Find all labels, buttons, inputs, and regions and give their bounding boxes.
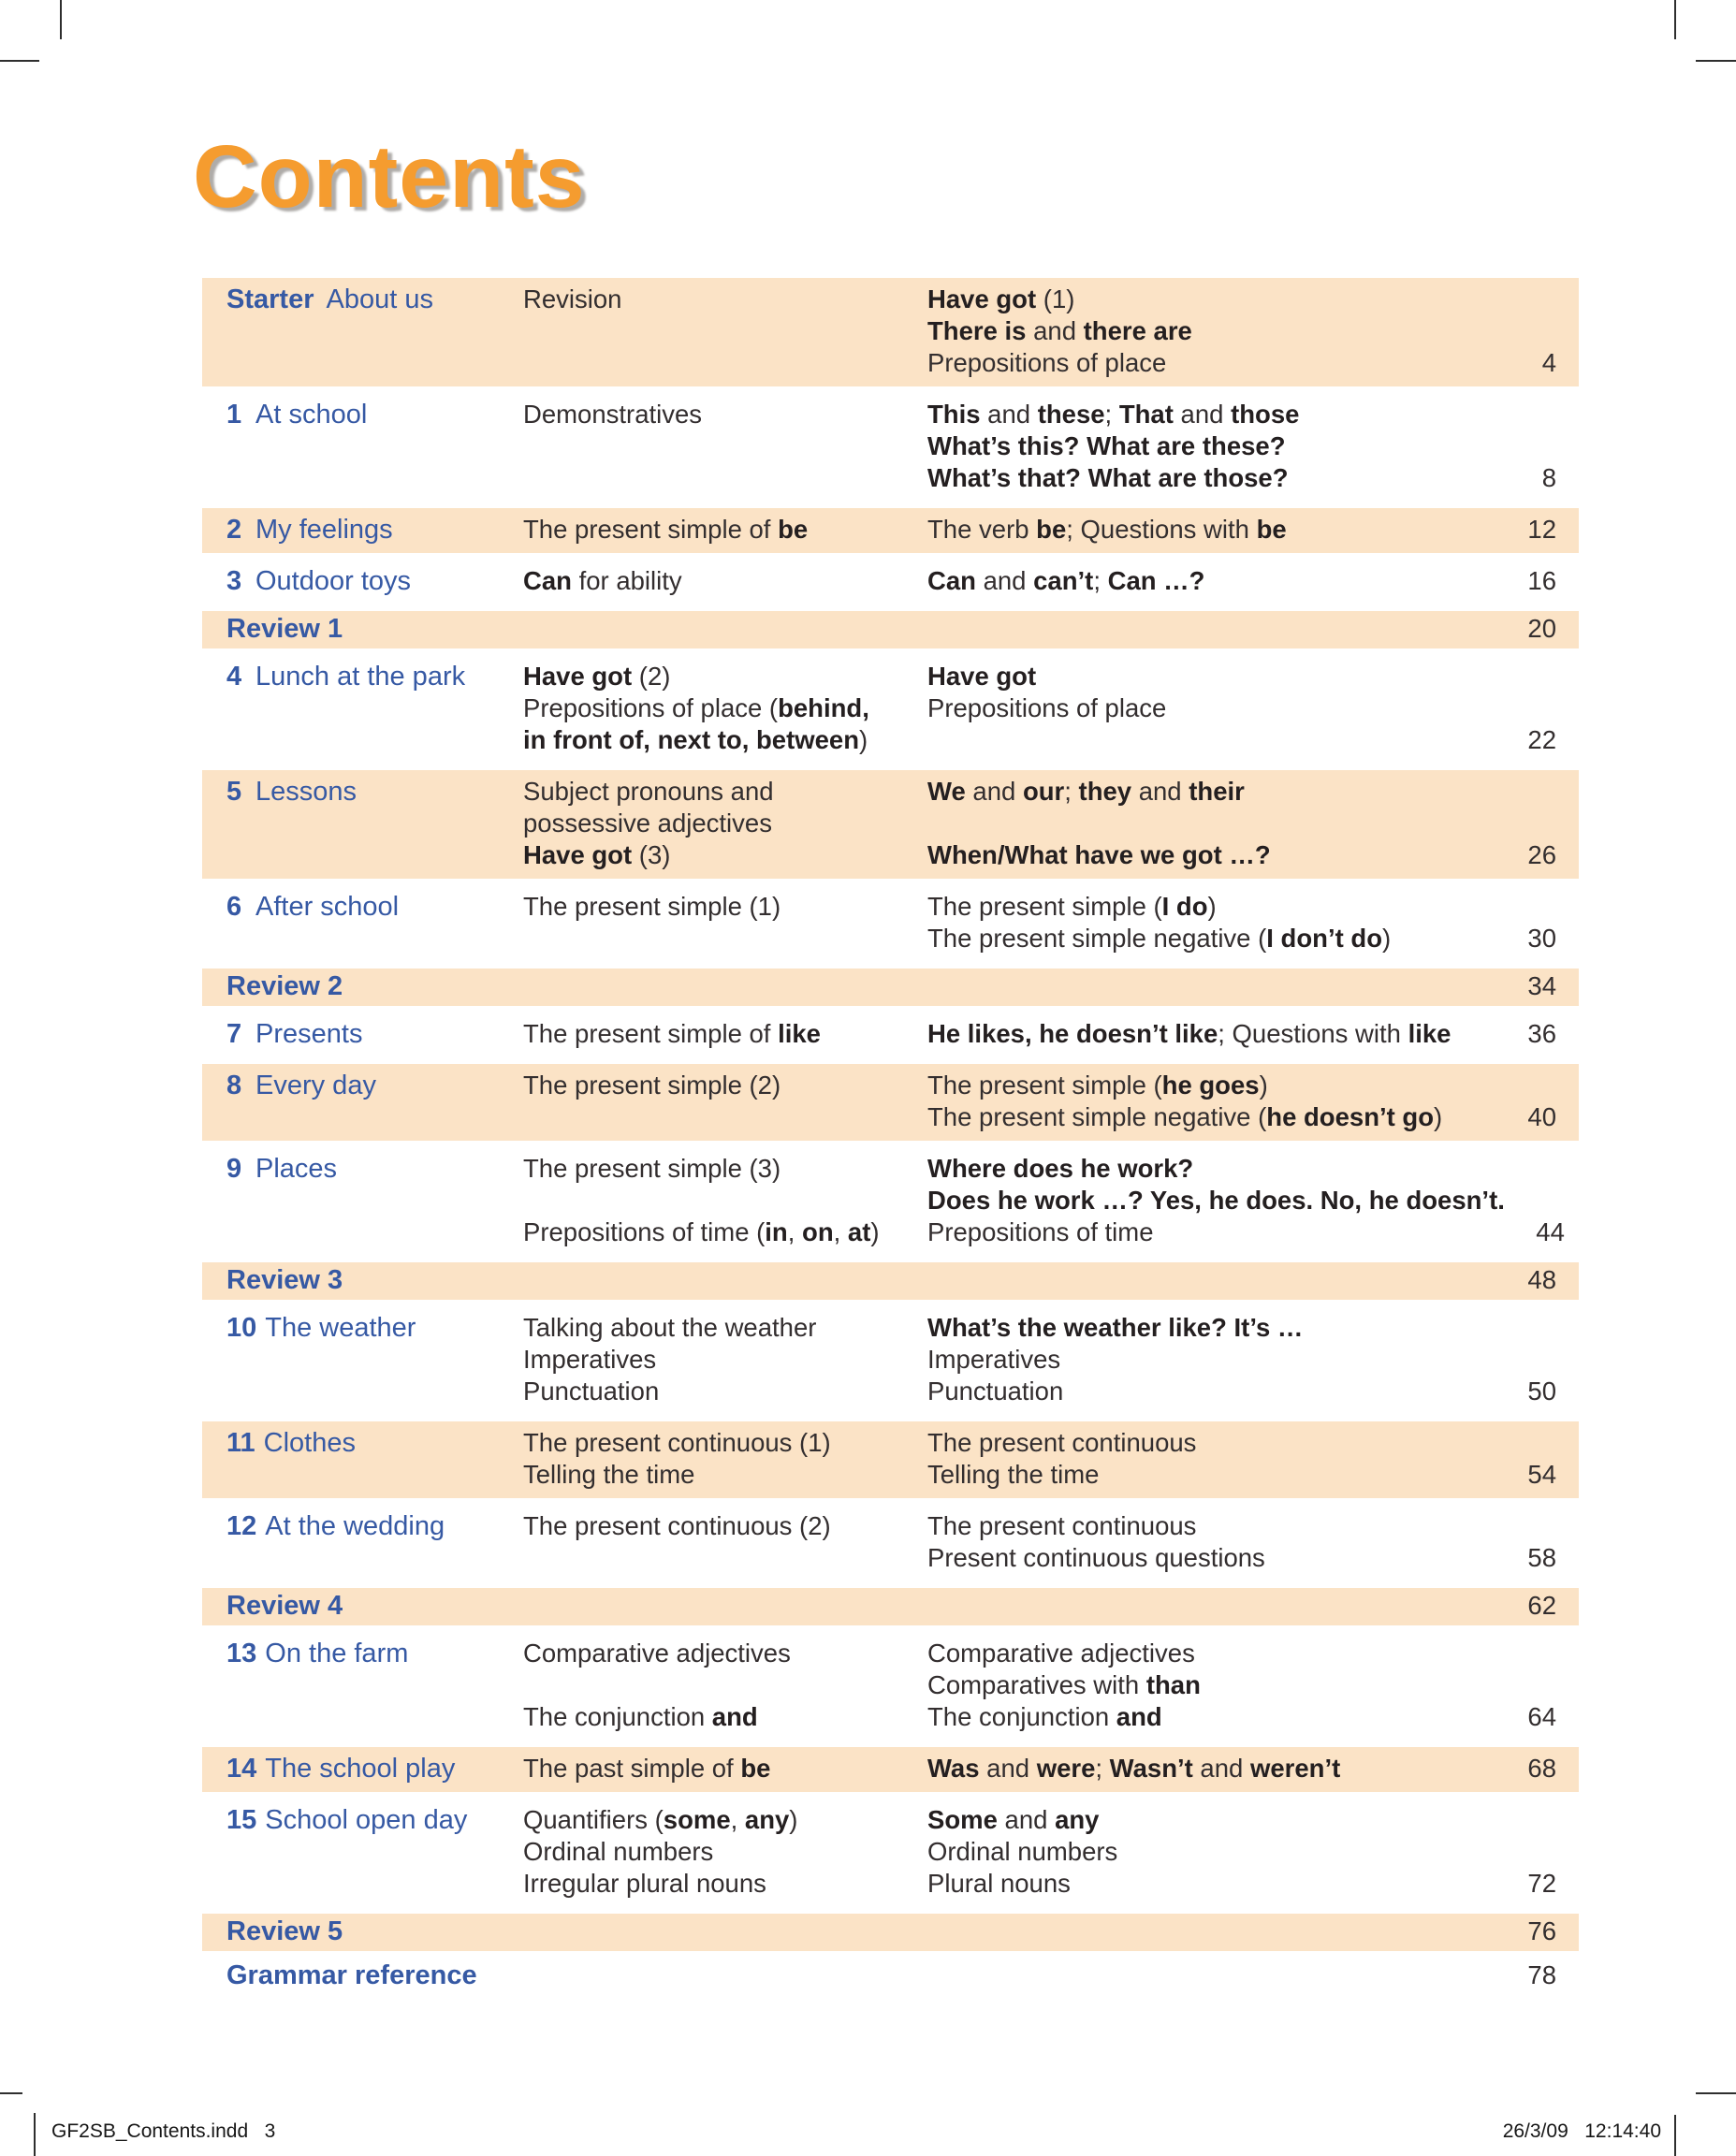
grammar-line: Talking about the weather <box>523 1313 817 1342</box>
unit-number: 7 <box>226 1019 242 1049</box>
footer-timestamp: 26/3/09 12:14:40 <box>1502 2120 1661 2142</box>
toc-row <box>202 1012 1579 1057</box>
unit-cell <box>226 776 523 808</box>
unit-number: 10 <box>226 1313 257 1343</box>
examples-line: Where does he work? <box>927 1154 1194 1183</box>
examples-cell <box>927 1638 1496 1733</box>
unit-number: 5 <box>226 777 242 807</box>
section-label: Review 4 <box>226 1591 343 1621</box>
unit-cell <box>226 1590 523 1622</box>
toc-row <box>202 1914 1579 1951</box>
grammar-line: Have got (2) <box>523 662 671 691</box>
crop-mark-top-left-vertical <box>60 0 62 39</box>
examples-line: Telling the time <box>927 1460 1100 1489</box>
examples-cell <box>927 1070 1496 1133</box>
unit-number: 2 <box>226 515 242 545</box>
examples-line: Present continuous questions <box>927 1543 1265 1572</box>
toc-table <box>202 278 1579 2002</box>
unit-number: 9 <box>226 1154 242 1184</box>
grammar-line: Subject pronouns and <box>523 777 774 806</box>
grammar-line <box>523 1185 927 1216</box>
examples-line: When/What have we got …? <box>927 840 1271 869</box>
examples-line: Ordinal numbers <box>927 1837 1118 1866</box>
grammar-line: Ordinal numbers <box>523 1837 714 1866</box>
examples-line <box>927 808 1496 839</box>
crop-mark-top-right-vertical <box>1674 0 1676 39</box>
grammar-line: The present simple of be <box>523 515 809 544</box>
unit-name: Presents <box>255 1019 363 1049</box>
toc-row <box>202 278 1579 386</box>
unit-cell <box>226 1070 523 1101</box>
unit-name: Lessons <box>255 777 357 807</box>
page-number: 4 <box>1541 348 1556 377</box>
page-title: Contents <box>193 127 586 226</box>
examples-line: Have got (1) <box>927 284 1075 313</box>
grammar-line: Telling the time <box>523 1460 695 1489</box>
examples-cell <box>927 1804 1496 1900</box>
examples-cell <box>927 776 1496 871</box>
unit-cell <box>226 399 523 430</box>
grammar-line: Punctuation <box>523 1377 660 1406</box>
unit-cell <box>226 1638 523 1669</box>
section-label: Review 2 <box>226 971 343 1001</box>
grammar-cell <box>523 1510 927 1542</box>
grammar-cell <box>523 399 927 430</box>
grammar-line: Quantifiers (some, any) <box>523 1805 798 1834</box>
unit-name: At school <box>255 400 368 430</box>
unit-number: 11 <box>226 1428 255 1458</box>
examples-cell <box>927 661 1496 724</box>
unit-name: Lunch at the park <box>255 662 466 692</box>
grammar-line: Demonstratives <box>523 400 703 429</box>
section-label: Grammar reference <box>226 1960 477 1990</box>
unit-cell <box>226 1804 523 1836</box>
examples-line: Does he work …? Yes, he does. No, he doesn’t. <box>927 1186 1505 1215</box>
grammar-line: in front of, next to, between) <box>523 725 868 754</box>
unit-name: The school play <box>265 1754 456 1784</box>
unit-cell <box>226 514 523 546</box>
unit-cell <box>226 1916 523 1947</box>
examples-cell <box>927 284 1496 379</box>
examples-line: Comparatives with than <box>927 1670 1201 1699</box>
page-number: 44 <box>1536 1217 1565 1246</box>
page-number: 72 <box>1527 1869 1556 1898</box>
examples-line: The verb be; Questions with be <box>927 515 1287 544</box>
unit-cell <box>226 1312 523 1344</box>
toc-row <box>202 1064 1579 1141</box>
toc-row <box>202 1588 1579 1625</box>
unit-number: 3 <box>226 566 242 596</box>
page-number: 58 <box>1527 1543 1556 1572</box>
grammar-line: Comparative adjectives <box>523 1639 791 1668</box>
unit-name: Clothes <box>263 1428 356 1458</box>
examples-line: Imperatives <box>927 1345 1061 1374</box>
grammar-cell <box>523 1753 927 1785</box>
grammar-line: Irregular plural nouns <box>523 1869 766 1898</box>
unit-cell <box>226 613 523 645</box>
examples-line: Some and any <box>927 1805 1100 1834</box>
grammar-cell <box>523 1018 927 1050</box>
examples-line: Punctuation <box>927 1377 1064 1406</box>
examples-line: The present continuous <box>927 1428 1197 1457</box>
grammar-line: Revision <box>523 284 622 313</box>
toc-row <box>202 1147 1579 1256</box>
examples-cell <box>927 514 1496 546</box>
examples-cell <box>927 891 1496 954</box>
toc-row <box>202 969 1579 1006</box>
unit-cell <box>226 1753 523 1785</box>
grammar-line: The present continuous (1) <box>523 1428 831 1457</box>
grammar-line: possessive adjectives <box>523 808 772 838</box>
unit-name: Outdoor toys <box>255 566 412 596</box>
unit-name: Places <box>255 1154 338 1184</box>
grammar-line: Imperatives <box>523 1345 657 1374</box>
examples-line: Prepositions of time <box>927 1217 1154 1246</box>
grammar-line: Prepositions of time (in, on, at) <box>523 1217 880 1246</box>
toc-row <box>202 1505 1579 1581</box>
examples-line: Comparative adjectives <box>927 1639 1195 1668</box>
unit-cell <box>226 284 523 315</box>
examples-line: This and these; That and those <box>927 400 1300 429</box>
page-number: 12 <box>1527 515 1556 544</box>
unit-cell <box>226 1264 523 1296</box>
grammar-line: The present continuous (2) <box>523 1511 831 1540</box>
examples-line: Prepositions of place <box>927 693 1167 722</box>
unit-cell <box>226 1510 523 1542</box>
toc-row <box>202 1632 1579 1741</box>
unit-cell <box>226 1018 523 1050</box>
toc-row <box>202 1747 1579 1792</box>
grammar-cell <box>523 1638 927 1733</box>
unit-cell <box>226 1959 523 1991</box>
grammar-line: The present simple of like <box>523 1019 821 1048</box>
examples-cell <box>927 1312 1496 1407</box>
unit-number: 1 <box>226 400 242 430</box>
page-number: 48 <box>1527 1265 1556 1294</box>
unit-name: On the farm <box>265 1639 409 1668</box>
grammar-cell <box>523 1427 927 1491</box>
crop-mark-top-left-horizontal <box>0 60 39 62</box>
examples-line: He likes, he doesn’t like; Questions with like <box>927 1019 1452 1048</box>
page-number: 50 <box>1527 1377 1556 1406</box>
toc-row <box>202 655 1579 764</box>
grammar-line: The conjunction and <box>523 1702 758 1731</box>
examples-cell <box>927 1018 1496 1050</box>
examples-line: The present simple (I do) <box>927 892 1217 921</box>
toc-row <box>202 1958 1579 1995</box>
unit-name: At the wedding <box>265 1511 445 1541</box>
page-number: 30 <box>1527 924 1556 953</box>
page-number: 16 <box>1527 566 1556 595</box>
unit-cell <box>226 970 523 1002</box>
unit-number: 6 <box>226 892 242 922</box>
toc-row <box>202 393 1579 502</box>
examples-cell <box>927 1753 1496 1785</box>
page-number: 8 <box>1541 463 1556 492</box>
unit-number: 14 <box>226 1754 257 1784</box>
unit-name: About us <box>326 284 433 314</box>
toc-row <box>202 611 1579 648</box>
grammar-cell <box>523 1153 927 1248</box>
section-label: Review 5 <box>226 1916 343 1946</box>
page-number: 36 <box>1527 1019 1556 1048</box>
unit-name: My feelings <box>255 515 393 545</box>
page-number: 62 <box>1527 1591 1556 1620</box>
page-number: 20 <box>1527 614 1556 643</box>
grammar-cell <box>523 1804 927 1900</box>
footer-filename: GF2SB_Contents.indd 3 <box>51 2120 276 2142</box>
unit-cell <box>226 1153 523 1185</box>
examples-line: The present continuous <box>927 1511 1197 1540</box>
unit-cell <box>226 565 523 597</box>
toc-row <box>202 1799 1579 1907</box>
examples-cell <box>927 1510 1496 1574</box>
unit-number: 8 <box>226 1071 242 1100</box>
unit-name: The weather <box>265 1313 416 1343</box>
toc-row <box>202 770 1579 879</box>
grammar-cell <box>523 514 927 546</box>
examples-line: Have got <box>927 662 1037 691</box>
examples-line: Can and can’t; Can …? <box>927 566 1205 595</box>
unit-cell <box>226 661 523 692</box>
grammar-line: The past simple of be <box>523 1754 771 1783</box>
grammar-line: The present simple (1) <box>523 892 781 921</box>
page-number: 34 <box>1527 971 1556 1000</box>
examples-cell <box>927 1153 1505 1248</box>
examples-line: There is and there are <box>927 316 1192 345</box>
unit-number: 4 <box>226 662 242 692</box>
examples-line: What’s this? What are these? <box>927 431 1286 460</box>
grammar-line <box>523 1669 927 1701</box>
toc-row <box>202 1262 1579 1300</box>
page-number: 64 <box>1527 1702 1556 1731</box>
grammar-cell <box>523 661 927 756</box>
section-label: Review 3 <box>226 1265 343 1295</box>
examples-line: The present simple (he goes) <box>927 1071 1268 1100</box>
page-number: 68 <box>1527 1754 1556 1783</box>
grammar-cell <box>523 1070 927 1101</box>
crop-mark-bottom-left-horizontal <box>0 2092 22 2094</box>
toc-row <box>202 560 1579 605</box>
examples-line: Plural nouns <box>927 1869 1071 1898</box>
grammar-cell <box>523 284 927 315</box>
page-number: 54 <box>1527 1460 1556 1489</box>
crop-mark-bottom-right-horizontal <box>1696 2092 1736 2094</box>
unit-name: After school <box>255 892 400 922</box>
grammar-line: The present simple (3) <box>523 1154 781 1183</box>
unit-name: Every day <box>255 1071 376 1100</box>
crop-mark-bottom-left-vertical <box>34 2113 36 2156</box>
grammar-cell <box>523 1312 927 1407</box>
grammar-line: Have got (3) <box>523 840 671 869</box>
examples-line: What’s that? What are those? <box>927 463 1289 492</box>
examples-line: The present simple negative (he doesn’t go) <box>927 1102 1443 1131</box>
examples-cell <box>927 1427 1496 1491</box>
examples-line: Was and were; Wasn’t and weren’t <box>927 1754 1341 1783</box>
unit-number: 12 <box>226 1511 257 1541</box>
examples-line: We and our; they and their <box>927 777 1245 806</box>
unit-number: 13 <box>226 1639 257 1668</box>
examples-cell <box>927 399 1496 494</box>
section-label: Review 1 <box>226 614 343 644</box>
examples-line: The present simple negative (I don’t do) <box>927 924 1392 953</box>
grammar-line: Can for ability <box>523 566 682 595</box>
crop-mark-bottom-right-vertical <box>1674 2115 1676 2156</box>
toc-row <box>202 1306 1579 1415</box>
unit-number: 15 <box>226 1805 257 1835</box>
page-number: 22 <box>1527 725 1556 754</box>
grammar-cell <box>523 565 927 597</box>
page-number: 76 <box>1527 1916 1556 1945</box>
page-number: 78 <box>1527 1960 1556 1989</box>
unit-cell <box>226 1427 523 1459</box>
crop-mark-top-right-horizontal <box>1696 60 1736 62</box>
page-number: 40 <box>1527 1102 1556 1131</box>
page-number: 26 <box>1527 840 1556 869</box>
examples-line: The conjunction and <box>927 1702 1162 1731</box>
unit-cell <box>226 891 523 923</box>
unit-number: Starter <box>226 284 314 314</box>
examples-cell <box>927 565 1496 597</box>
grammar-cell <box>523 891 927 923</box>
grammar-line: Prepositions of place (behind, <box>523 693 869 722</box>
unit-name: School open day <box>265 1805 468 1835</box>
toc-row <box>202 508 1579 553</box>
examples-line: What’s the weather like? It’s … <box>927 1313 1304 1342</box>
toc-row <box>202 885 1579 962</box>
examples-line: Prepositions of place <box>927 348 1167 377</box>
toc-row <box>202 1421 1579 1498</box>
grammar-line: The present simple (2) <box>523 1071 781 1100</box>
grammar-cell <box>523 776 927 871</box>
